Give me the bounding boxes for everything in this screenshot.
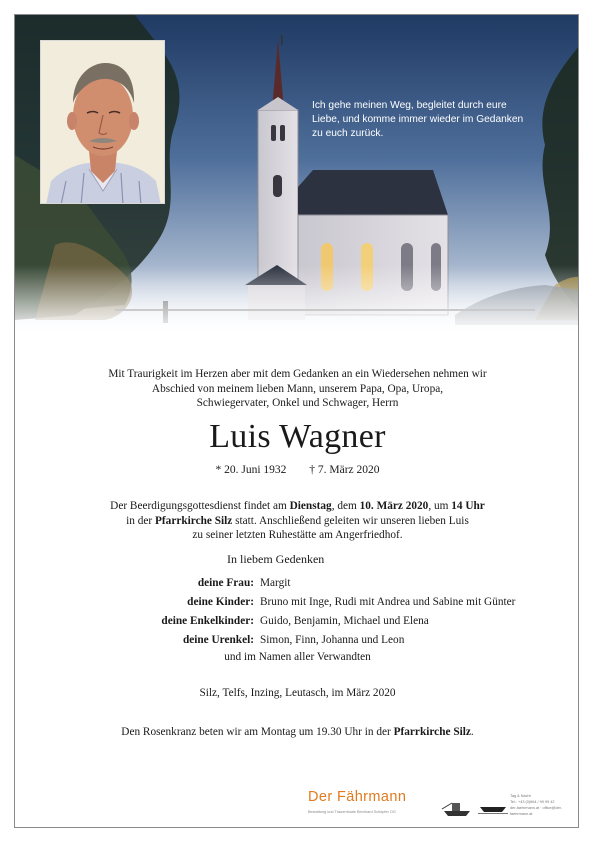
intro-text: [35, 367, 560, 411]
ferry-icon: [478, 807, 508, 814]
boat-icon: [442, 803, 470, 816]
intro-line: Mit Traurigkeit im Herzen aber mit dem Gedanken an ein Wiedersehen nehmen wir: [108, 368, 487, 380]
funeral-announcement: [35, 499, 560, 543]
footer-icons: [440, 795, 510, 824]
rosary-church: Pfarrkirche Silz: [393, 726, 471, 738]
relatives-list: [35, 576, 560, 652]
intro-line: Abschied von meinem lieben Mann, unserem Papa, Opa, Uropa,: [151, 382, 444, 395]
death-date: † 7. März 2020: [309, 464, 380, 476]
funeral-date: 10. März 2020: [359, 500, 429, 512]
funeral-home-logo: Der Fährmann: [308, 789, 407, 805]
relative-names: Simon, Finn, Johanna und Leon: [260, 634, 405, 646]
rosary-text: Den Rosenkranz beten wir am Montag um 19.30 Uhr in der: [121, 726, 394, 738]
life-dates: [35, 463, 560, 477]
church-photo: [15, 15, 579, 335]
relative-row: [35, 614, 560, 633]
funeral-text: in der: [126, 514, 156, 527]
rosary-text: .: [470, 726, 474, 738]
relative-label: deine Urenkel:: [182, 634, 254, 646]
place-date: Silz, Telfs, Inzing, Leutasch, im März 2020: [199, 687, 396, 699]
funeral-line: [35, 514, 560, 529]
relative-names: Bruno mit Inge, Rudi mit Andrea und Sabine mit Günter: [260, 596, 516, 608]
funeral-day: Dienstag: [289, 500, 332, 512]
funeral-text: statt. Anschließend geleiten wir unseren lieben Luis: [232, 514, 469, 527]
funeral-line: zu seiner letzten Ruhestätte am Angerfriedhof.: [192, 529, 403, 541]
funeral-church: Pfarrkirche Silz: [155, 514, 233, 527]
contact-line: der-faehrmann.at · office@der-faehrmann.at: [510, 806, 563, 816]
contact-line: Tag & Nacht: [510, 794, 531, 798]
relative-names: Margit: [260, 577, 291, 589]
rosary-announcement: [35, 726, 560, 738]
funeral-text: , dem: [331, 500, 360, 512]
relative-label: deine Kinder:: [187, 596, 254, 608]
intro-line: Schwiegervater, Onkel und Schwager, Herrn: [196, 397, 399, 409]
relatives-closing: und im Namen aller Verwandten: [224, 651, 371, 663]
contact-line: Tel.: +43 (0)664 / 99 99 42: [510, 800, 555, 804]
relative-label: deine Enkelkinder:: [161, 615, 254, 627]
deceased-name: Luis Wagner: [209, 418, 386, 455]
relative-label: deine Frau:: [197, 577, 254, 589]
obituary-card: [14, 14, 579, 828]
memory-heading: In liebem Gedenken: [227, 552, 325, 566]
funeral-line: [35, 499, 560, 514]
relative-names: Guido, Benjamin, Michael und Elena: [260, 615, 429, 627]
relative-row: [35, 633, 560, 652]
memorial-quote: Ich gehe meinen Weg, begleitet durch eure Liebe, und komme immer wieder im Gedanken zu euch zurück.: [312, 100, 524, 139]
portrait-photo: [40, 40, 165, 204]
funeral-time: 14 Uhr: [451, 500, 485, 512]
funeral-text: , um: [428, 500, 452, 512]
funeral-text: Der Beerdigungsgottesdienst findet am: [110, 500, 290, 512]
relative-row: [35, 576, 560, 595]
birth-date: * 20. Juni 1932: [215, 464, 287, 476]
relative-row: [35, 595, 560, 614]
funeral-home-contact: [510, 793, 578, 817]
funeral-home-tagline: Bestattung und Trauerrituale Bernhard Schöpfer OG: [308, 810, 396, 814]
